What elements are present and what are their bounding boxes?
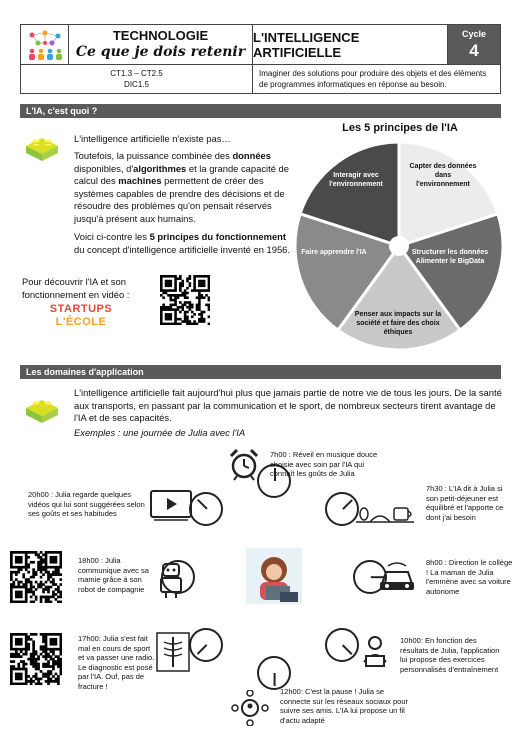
girl-at-computer-icon (246, 548, 302, 604)
clock-hand (197, 644, 207, 654)
qr-code-icon[interactable] (160, 275, 210, 325)
principle-interact-label: Interagir avec l'environnement (329, 172, 383, 188)
social-network-icon (230, 690, 270, 726)
breakfast-icon (354, 500, 416, 528)
lego-brick-icon (22, 394, 62, 424)
event-0800: 8h00 : Direction le collège ! La maman de Julia l'emmène avec sa voiture autonome (426, 558, 513, 596)
cycle-label: Cycle (461, 29, 487, 39)
event-0700: 7h00 : Réveil en musique douce choisie avec soin par l'IA qui connaît les goûts de Julia (270, 450, 378, 478)
objectives-row (20, 65, 501, 94)
clock-icon (257, 656, 291, 690)
objective-text: Imaginer des solutions pour produire des objets et des éléments de programmes informatiques en réponse au besoin. (259, 69, 487, 89)
competency-codes (21, 65, 253, 93)
companion-robot-icon (156, 560, 186, 600)
principle-ethics-label: Penser aux impacts sur la société et faire des choix éthiques (354, 311, 442, 336)
student-laptop-icon (358, 634, 392, 670)
cycle-number: 4 (469, 41, 479, 60)
principle-learn-label: Faire apprendre l'IA (301, 249, 367, 256)
clock-icon (189, 492, 223, 526)
p2-bold-data: données (232, 150, 271, 161)
p3-a: Voici ci-contre les (74, 231, 150, 242)
subject-block (69, 25, 253, 64)
page-title: L'INTELLIGENCE ARTIFICIELLE (253, 25, 448, 64)
principle-capture-label: Capter des données dans l'environnement (409, 163, 477, 188)
p2-bold-algorithms: algorithmes (133, 162, 187, 174)
codes-line-1: CT1.3 – CT2.5 (110, 69, 163, 78)
video-text: Pour découvrir l'IA et son fonctionnement en vidéo : (22, 276, 130, 300)
applications-intro: L'intelligence artificielle fait aujourd'hui plus que jamais partie de notre vie de tous les jours. De la santé aux transports, en passant par la communication et le sport, de nombreux secteurs tirent avantage de l'IA et de ses capacités. (74, 387, 502, 423)
clock-icon (189, 628, 223, 662)
cycle-badge (448, 25, 500, 64)
alarm-clock-icon (228, 447, 260, 481)
clock-hand (274, 673, 276, 686)
startups-line-1: STARTUPS (49, 303, 113, 315)
p2-a: Toutefois, la puissance combinée des (74, 150, 233, 161)
event-1200: 12h00: C'est la pause ! Julia se connecte sur les réseaux sociaux pour suivre ses amis. L'IA lui propose un fil d'actu adapté (280, 687, 408, 725)
event-0730: 7h30 : L'IA dit à Julia si son petit-déjeuner est équilibré et l'apporte ce dont j'ai besoin (426, 484, 504, 522)
network-people-logo-icon (21, 25, 69, 64)
clock-icon (325, 628, 359, 662)
event-1700: 17h00: Julia s'est fait mal en cours de sport et va passer une radio. Le diagnostic est posé par l'IA. Ouf, pas de fracture ! (78, 634, 155, 691)
examples-heading: Exemples : une journée de Julia avec l'IA (74, 427, 246, 438)
wheel-title: Les 5 principes de l'IA (342, 122, 458, 134)
autonomous-car-icon (378, 560, 416, 596)
codes-line-2: DIC1.5 (124, 80, 149, 89)
startups-line-2: L'ÉCOLE (55, 316, 107, 328)
event-1000: 10h00: En fonction des résultats de Julia, l'application lui propose des exercices personnalisés d'entraînement (400, 636, 500, 674)
intro-line: L'intelligence artificielle n'existe pas… (74, 133, 231, 144)
p2-e: et la grande capacité de calcul des (74, 162, 289, 186)
qr-code-icon[interactable] (10, 551, 62, 603)
clock-hand (197, 499, 207, 509)
clock-hand (342, 644, 352, 654)
event-2000: 20h00 : Julia regarde quelques vidéos qui lui sont suggérées selon ses goûts et ses habitudes (28, 490, 145, 518)
principle-structure-label: Structurer les données Alimenter le BigData (411, 249, 489, 265)
p3-c: du concept d'intelligence artificielle inventé en 1956. (74, 243, 290, 255)
section-band-applications: Les domaines d'application (20, 365, 501, 379)
p2-g: permettent de créer des systèmes capables de prendre des décisions et de résoudre des problèmes qu'on pensait réservés jusqu'à présent aux humains. (74, 175, 285, 224)
clock-hand (342, 499, 352, 509)
xray-skeleton-icon (156, 632, 190, 672)
principles-paragraph (74, 231, 292, 256)
p2-bold-machines: machines (118, 175, 162, 186)
p3-bold: 5 principes du fonctionnement (149, 231, 287, 242)
subject-subtitle: Ce que je dois retenir (75, 44, 246, 60)
lego-brick-icon (22, 132, 62, 162)
section-band-what-is-ai: L'IA, c'est quoi ? (20, 104, 501, 118)
startups-logo[interactable] (36, 303, 126, 329)
qr-code-icon[interactable] (10, 633, 62, 685)
video-player-icon (150, 490, 192, 522)
header (20, 24, 501, 65)
event-1800: 18h00 : Julia communique avec sa mamie grâce à son robot de compagnie (78, 556, 149, 594)
p2-c: disponibles, d' (74, 162, 134, 174)
intro-paragraph (74, 150, 292, 225)
subject-label: TECHNOLOGIE (112, 28, 209, 43)
